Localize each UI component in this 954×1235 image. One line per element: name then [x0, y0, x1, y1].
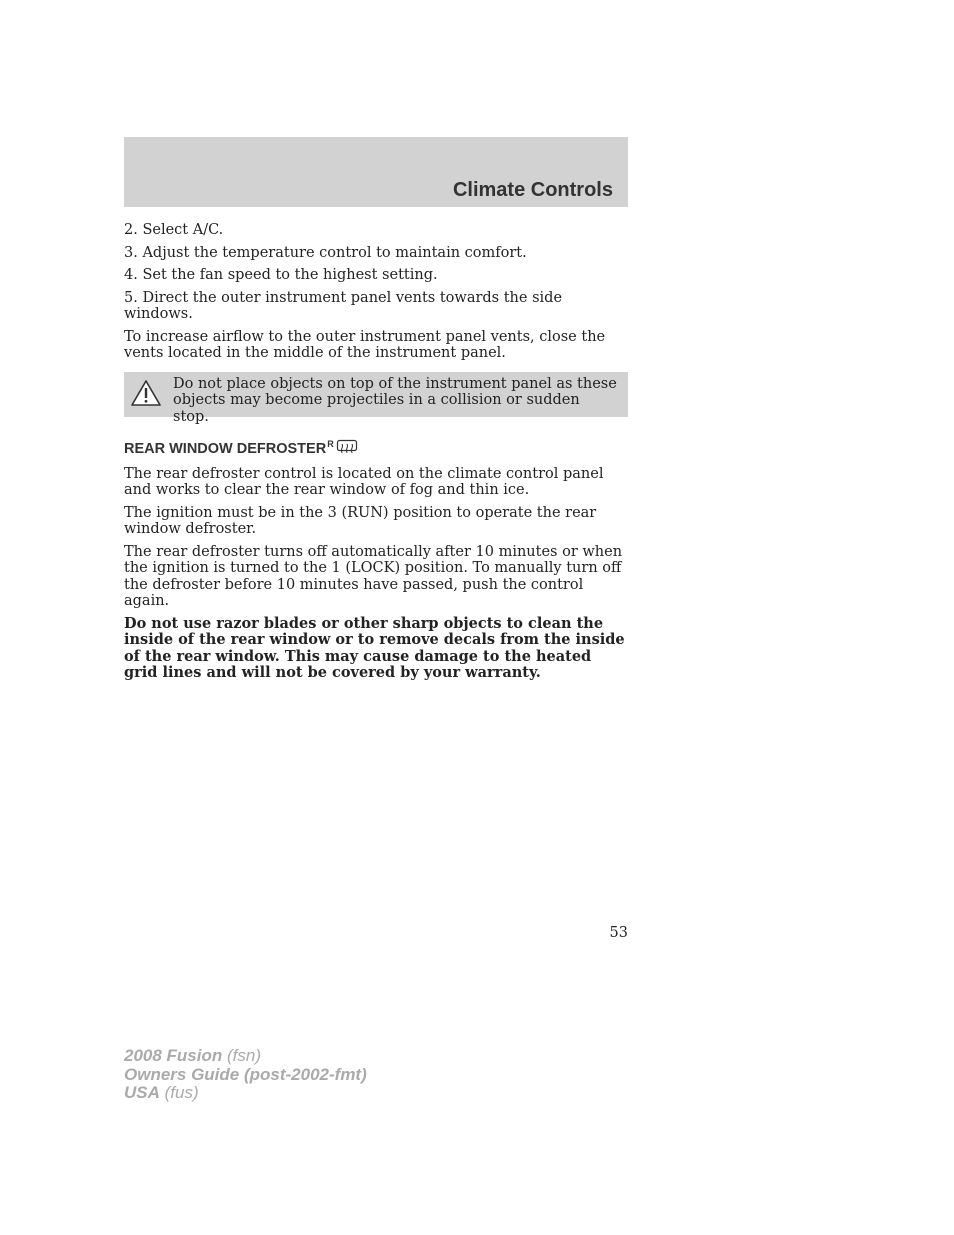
warning-text: Do not place objects on top of the instrument panel as these objects may become projectiles in a collision or sudden stop. — [173, 375, 617, 425]
warranty-warning: Do not use razor blades or other sharp objects to clean the inside of the rear window or to remove decals from the inside of the rear window. This may cause damage to the heated grid lines and will not be covered by your warranty. — [124, 614, 625, 681]
section-heading-sup: R — [327, 438, 334, 449]
rear-defrost-icon — [336, 439, 358, 455]
page-header — [124, 137, 628, 207]
footer-region-code: (fus) — [164, 1083, 199, 1102]
footer-guide: Owners Guide (post-2002-fmt) — [124, 1064, 367, 1084]
footer-line-2 — [124, 1066, 367, 1085]
footer-model: 2008 Fusion — [124, 1046, 223, 1065]
footer-line-1 — [124, 1047, 367, 1066]
step-item: 4. Set the fan speed to the highest setting. — [124, 267, 438, 283]
section-heading-text: REAR WINDOW DEFROSTER — [124, 440, 327, 457]
warning-triangle-icon — [130, 379, 162, 407]
section-paragraph: The rear defroster control is located on the climate control panel and works to clear the rear window of fog and thin ice. — [124, 465, 604, 498]
section-paragraph: The rear defroster turns off automatically after 10 minutes or when the ignition is turned to the 1 (LOCK) position. To manually turn off the defroster before 10 minutes have passed, push the control again. — [124, 543, 623, 609]
footer-model-code: (fsn) — [227, 1046, 261, 1065]
footer — [124, 1047, 367, 1103]
footer-region: USA — [124, 1083, 160, 1102]
section-paragraph: The ignition must be in the 3 (RUN) position to operate the rear window defroster. — [124, 504, 597, 537]
page-number: 53 — [609, 925, 628, 941]
airflow-note: To increase airflow to the outer instrument panel vents, close the vents located in the middle of the instrument panel. — [124, 328, 606, 361]
step-item: 3. Adjust the temperature control to maintain comfort. — [124, 244, 527, 261]
step-item: 2. Select A/C. — [124, 222, 224, 238]
section-heading — [124, 438, 628, 457]
warning-box — [124, 372, 628, 425]
footer-line-3 — [124, 1084, 367, 1103]
step-item: 5. Direct the outer instrument panel vents towards the side windows. — [124, 289, 563, 322]
page-title: Climate Controls — [452, 179, 613, 201]
main-content — [124, 222, 628, 688]
